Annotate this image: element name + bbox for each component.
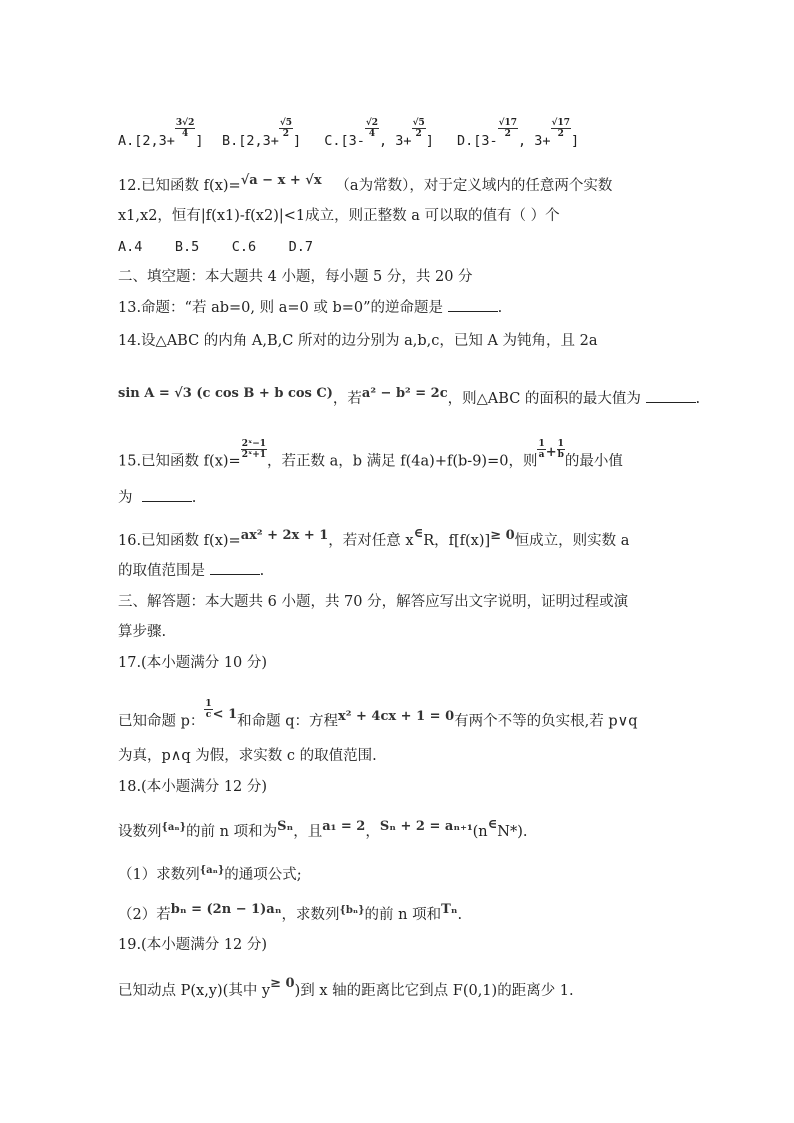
q17-line1: 已知命题 p： $\frac{1}{c}$ < 1和命题 q：方程x² + 4cx + 1 = 0有两个不等的负实根,若 p∨q [118,699,638,730]
q11-option-d: D.[3- $\frac{√17}{2}$ , 3+ $\frac{√17}{2}$ ] [456,118,580,149]
q12-options: A.4 B.5 C.6 D.7 [118,239,314,255]
q11-options [118,118,580,151]
fraction: $\frac{√17}{2}$ [551,118,570,139]
fraction: $\frac{√17}{2}$ [498,118,518,139]
q17-heading: 17.(本小题满分 10 分) [118,655,268,671]
q12-formula: √a − x + √x [240,173,322,188]
q17-line2: 为真，p∧q 为假，求实数 c 的取值范围. [118,748,377,764]
fraction: $\frac{√2}{4}$ [365,118,379,139]
fraction: $\frac{1}{a}$ [538,439,545,460]
q11-option-c: C.[3- $\frac{√2}{4}$ , 3+ $\frac{√5}{2}$ ] [324,118,434,149]
answer-blank [646,390,696,403]
q16-line1: 16.已知函数 f(x)=ax² + 2x + 1，若对任意 x∈R，f[f(x)]≥ 0恒成立，则实数 a [118,526,630,549]
section-3-heading-cont: 算步骤. [118,624,167,640]
q17-formula: x² + 4cx + 1 = 0 [338,708,455,724]
q14-formula-2: a² − b² = 2c [361,386,448,401]
q18-line1: 设数列$^{\{a_n\}}$的前 n 项和为Sₙ，且a₁ = 2，Sₙ + 2 = aₙ₊₁(n∈N*). [118,817,528,840]
q19-heading: 19.(本小题满分 12 分) [118,937,268,953]
q11-option-a: A.[2,3+ $\frac{3√2}{4}$ ] [118,118,204,149]
fraction: $\frac{√5}{2}$ [412,118,425,139]
q18-part-2: （2）若bₙ = (2n − 1)aₙ，求数列$^{\{b_n\}}$的前 n 项和Tₙ. [118,902,463,923]
answer-blank [210,562,260,575]
q13-line: 13.命题：“若 ab=0, 则 a=0 或 b=0”的逆命题是 . [118,300,503,316]
q11-option-b: B.[2,3+ $\frac{√5}{2}$ ] [221,118,302,149]
fraction: $\frac{3√2}{4}$ [175,118,195,139]
q14-line2: sin A = √3 (c cos B + b cos C)，若a² − b² = 2c，则△ABC 的面积的最大值为 . [118,386,701,407]
q18-heading: 18.(本小题满分 12 分) [118,779,268,795]
section-3-heading: 三、解答题：本大题共 6 小题，共 70 分，解答应写出文字说明，证明过程或演 [118,594,629,610]
q14-formula-1: sin A = √3 (c cos B + b cos C) [118,386,333,401]
q16-formula: ax² + 2x + 1 [240,528,329,543]
section-2-heading: 二、填空题：本大题共 4 小题，每小题 5 分，共 20 分 [118,269,473,285]
fraction: $\frac{√5}{2}$ [279,118,293,139]
q12-line2: x1,x2，恒有|f(x1)-f(x2)|<1成立，则正整数 a 可以取的值有（ ）个 [118,208,560,224]
q15-line2: 为 . [118,490,197,506]
q18-part-1: （1）求数列$^{\{a_n\}}$的通项公式; [118,865,302,883]
q12-line1: 12.已知函数 f(x)=√a − x + √x （a为常数），对于定义域内的任意两个实数 [118,173,613,194]
fraction: $\frac{1}{c}$ [205,699,212,720]
q14-line1: 14.设△ABC 的内角 A,B,C 所对的边分别为 a,b,c，已知 A 为钝角，且 2a [118,333,598,349]
q16-line2: 的取值范围是 . [118,563,265,579]
fraction: $\frac{\text{2ˣ−1}}{\text{2ˣ+1}}$ [241,439,267,460]
fraction: $\frac{1}{b}$ [557,439,564,460]
q19-line1: 已知动点 P(x,y)(其中 y≥ 0)到 x 轴的距离比它到点 F(0,1)的距离少 1. [118,976,574,999]
answer-blank [448,299,498,312]
q15-line1: 15.已知函数 f(x)= $\frac{\text{2ˣ−1}}{\text{2ˣ+1}}$ ，若正数 a，b 满足 f(4a)+f(b-9)=0，则 $\frac{1}{a}$ + $\frac{1}{b}$ 的最小值 [118,439,623,470]
answer-blank [142,489,192,502]
